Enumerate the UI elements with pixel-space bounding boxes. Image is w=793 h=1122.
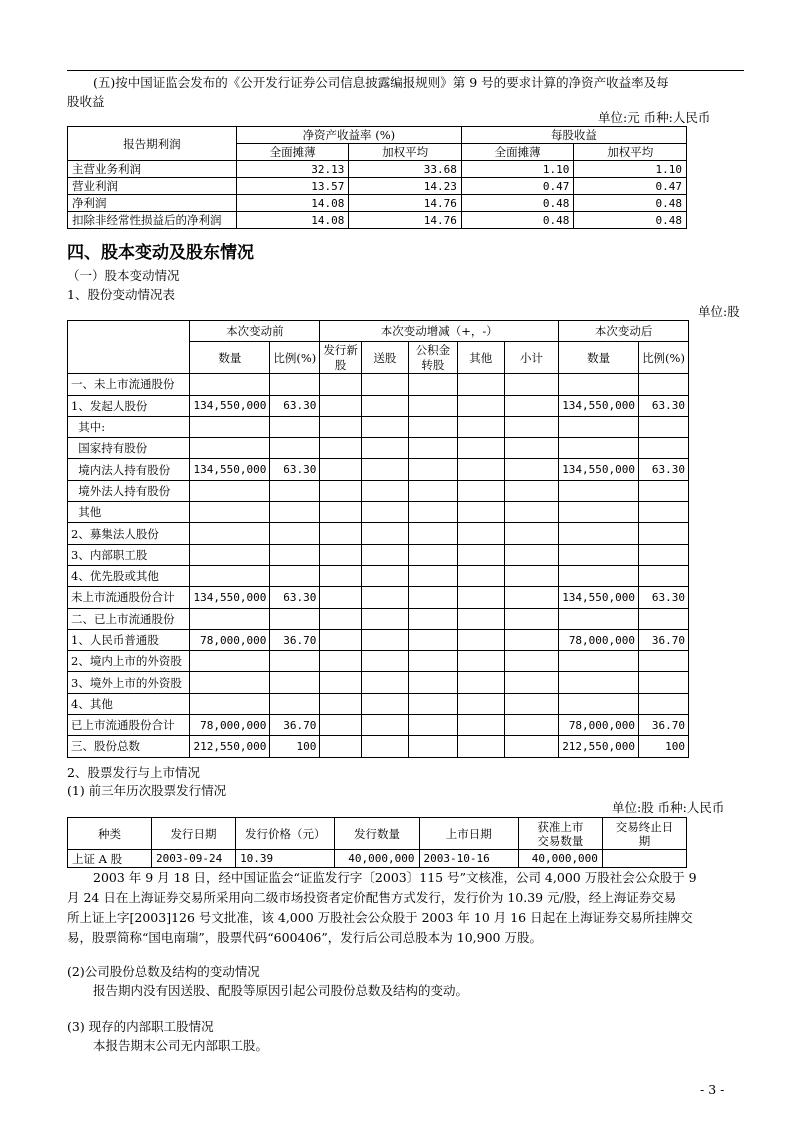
table1-unit: 单位:元 币种:人民币 xyxy=(598,110,711,125)
section4-title: 四、股本变动及股东情况 xyxy=(67,243,254,263)
cell-subtotal xyxy=(504,651,558,672)
cell-after-qty xyxy=(559,523,639,544)
cell-new-shares xyxy=(320,395,362,416)
cell-new-shares xyxy=(320,608,362,629)
cell-new-shares xyxy=(320,736,362,757)
cell-before-ratio xyxy=(270,502,320,523)
para-line1: 2003 年 9 月 18 日，经中国证监会“证监发行字〔2003〕115 号”文核准，公司 4,000 万股社会公众股于 9 xyxy=(93,870,697,885)
row-label: 未上市流通股份合计 xyxy=(68,587,190,608)
cell-new-shares xyxy=(320,544,362,565)
row-label: 扣除非经常性损益后的净利润 xyxy=(68,212,237,229)
issuance-table xyxy=(67,817,687,868)
cell-approved: 40,000,000 xyxy=(518,850,602,868)
th-period: 报告期利润 xyxy=(68,127,237,161)
cell-eps-weighted: 0.48 xyxy=(574,212,687,229)
share-row xyxy=(68,587,689,608)
cell-new-shares xyxy=(320,459,362,480)
share-row xyxy=(68,608,689,629)
cell-before-ratio xyxy=(270,608,320,629)
share-row xyxy=(68,438,689,459)
cell-reserve xyxy=(408,523,457,544)
th-end-date: 交易终止日 期 xyxy=(602,818,686,850)
th-after: 本次变动后 xyxy=(559,321,689,342)
row-label: 3、境外上市的外资股 xyxy=(68,672,190,693)
cell-other xyxy=(457,715,504,736)
s2-text: 报告期内没有因送股、配股等原因引起公司股份总数及结构的变动。 xyxy=(93,983,469,998)
cell-subtotal xyxy=(504,736,558,757)
cell-after-ratio xyxy=(639,608,689,629)
cell-after-qty xyxy=(559,416,639,437)
share-row xyxy=(68,374,689,395)
cell-new-shares xyxy=(320,523,362,544)
cell-subtotal xyxy=(504,416,558,437)
cell-subtotal xyxy=(504,374,558,395)
cell-after-qty: 78,000,000 xyxy=(559,629,639,650)
share-row xyxy=(68,544,689,565)
cell-roe-weighted: 14.76 xyxy=(349,195,462,212)
cell-after-qty: 134,550,000 xyxy=(559,459,639,480)
th-other: 其他 xyxy=(457,342,504,374)
cell-before-ratio: 63.30 xyxy=(270,587,320,608)
table2-unit: 单位:股 xyxy=(698,304,740,319)
cell-bonus xyxy=(361,374,408,395)
cell-subtotal xyxy=(504,693,558,714)
cell-before-qty xyxy=(190,438,270,459)
th-issue-date: 发行日期 xyxy=(152,818,236,850)
cell-before-ratio xyxy=(270,544,320,565)
cell-before-qty xyxy=(190,374,270,395)
cell-after-ratio xyxy=(639,544,689,565)
th-approved: 获准上市 交易数量 xyxy=(518,818,602,850)
cell-end-date xyxy=(602,850,686,868)
row-label: 4、优先股或其他 xyxy=(68,565,190,586)
th-type: 种类 xyxy=(68,818,152,850)
cell-other xyxy=(457,480,504,501)
cell-reserve xyxy=(408,608,457,629)
roe-eps-row xyxy=(68,212,687,229)
row-label: 1、发起人股份 xyxy=(68,395,190,416)
cell-new-shares xyxy=(320,502,362,523)
cell-other xyxy=(457,736,504,757)
table3-unit: 单位:股 币种:人民币 xyxy=(612,800,725,815)
cell-eps-weighted: 0.48 xyxy=(574,195,687,212)
share-row xyxy=(68,736,689,757)
cell-other xyxy=(457,438,504,459)
cell-reserve xyxy=(408,651,457,672)
section2-sub1: (1) 前三年历次股票发行情况 xyxy=(67,783,227,798)
th-price: 发行价格（元） xyxy=(236,818,335,850)
cell-other xyxy=(457,395,504,416)
cell-eps-weighted: 1.10 xyxy=(574,161,687,178)
cell-reserve xyxy=(408,587,457,608)
cell-after-ratio: 100 xyxy=(639,736,689,757)
cell-subtotal xyxy=(504,523,558,544)
cell-reserve xyxy=(408,544,457,565)
cell-eps-weighted: 0.47 xyxy=(574,178,687,195)
cell-new-shares xyxy=(320,587,362,608)
cell-list-date: 2003-10-16 xyxy=(419,850,518,868)
cell-before-qty: 134,550,000 xyxy=(190,395,270,416)
th-after-qty: 数量 xyxy=(559,342,639,374)
para-line3: 所上证上字[2003]126 号文批准，该 4,000 万股社会公众股于 2003 年 10 月 16 日起在上海证券交易所挂牌交 xyxy=(67,910,693,925)
cell-subtotal xyxy=(504,480,558,501)
share-row xyxy=(68,629,689,650)
share-row xyxy=(68,459,689,480)
cell-reserve xyxy=(408,565,457,586)
cell-before-qty xyxy=(190,672,270,693)
s2-title: (2)公司股份总数及结构的变动情况 xyxy=(67,964,260,979)
cell-after-ratio xyxy=(639,438,689,459)
cell-bonus xyxy=(361,523,408,544)
cell-before-qty xyxy=(190,544,270,565)
section4-sub1: （一）股本变动情况 xyxy=(67,268,180,283)
share-row xyxy=(68,523,689,544)
row-label: 一、未上市流通股份 xyxy=(68,374,190,395)
cell-after-ratio xyxy=(639,565,689,586)
th-eps-full: 全面摊薄 xyxy=(461,144,574,161)
cell-reserve xyxy=(408,438,457,459)
cell-bonus xyxy=(361,416,408,437)
th-before-ratio: 比例(%) xyxy=(270,342,320,374)
th-list-date: 上市日期 xyxy=(419,818,518,850)
cell-before-qty xyxy=(190,651,270,672)
share-row xyxy=(68,395,689,416)
cell-other xyxy=(457,587,504,608)
th-eps: 每股收益 xyxy=(461,127,686,144)
cell-eps-full: 1.10 xyxy=(461,161,574,178)
cell-roe-weighted: 33.68 xyxy=(349,161,462,178)
share-row xyxy=(68,416,689,437)
cell-bonus xyxy=(361,438,408,459)
cell-after-qty xyxy=(559,565,639,586)
cell-subtotal xyxy=(504,587,558,608)
th-roe: 净资产收益率 (%) xyxy=(236,127,461,144)
cell-subtotal xyxy=(504,629,558,650)
cell-subtotal xyxy=(504,672,558,693)
cell-reserve xyxy=(408,672,457,693)
cell-bonus xyxy=(361,672,408,693)
cell-issue-date: 2003-09-24 xyxy=(152,850,236,868)
cell-new-shares xyxy=(320,480,362,501)
roe-eps-row xyxy=(68,161,687,178)
th-new-shares: 发行新 股 xyxy=(320,342,362,374)
row-label: 4、其他 xyxy=(68,693,190,714)
cell-after-qty xyxy=(559,544,639,565)
th-subtotal: 小计 xyxy=(504,342,558,374)
cell-other xyxy=(457,693,504,714)
cell-before-qty xyxy=(190,480,270,501)
cell-bonus xyxy=(361,459,408,480)
cell-subtotal xyxy=(504,565,558,586)
row-label: 境内法人持有股份 xyxy=(68,459,190,480)
cell-other xyxy=(457,629,504,650)
row-label: 已上市流通股份合计 xyxy=(68,715,190,736)
cell-after-qty xyxy=(559,502,639,523)
cell-after-ratio xyxy=(639,416,689,437)
cell-other xyxy=(457,651,504,672)
cell-bonus xyxy=(361,587,408,608)
cell-after-qty: 212,550,000 xyxy=(559,736,639,757)
th-reserve: 公积金 转股 xyxy=(408,342,457,374)
cell-eps-full: 0.48 xyxy=(461,212,574,229)
cell-after-ratio xyxy=(639,693,689,714)
th-roe-weighted: 加权平均 xyxy=(349,144,462,161)
cell-new-shares xyxy=(320,693,362,714)
cell-after-qty xyxy=(559,438,639,459)
cell-before-ratio xyxy=(270,523,320,544)
share-change-table xyxy=(67,320,689,758)
cell-bonus xyxy=(361,502,408,523)
cell-after-ratio: 36.70 xyxy=(639,629,689,650)
row-label: 主营业务利润 xyxy=(68,161,237,178)
cell-after-qty: 78,000,000 xyxy=(559,715,639,736)
cell-new-shares xyxy=(320,629,362,650)
page-number: - 3 - xyxy=(700,1082,725,1097)
cell-after-ratio xyxy=(639,374,689,395)
share-row xyxy=(68,480,689,501)
share-row xyxy=(68,693,689,714)
cell-reserve xyxy=(408,459,457,480)
share-row xyxy=(68,715,689,736)
cell-before-ratio: 36.70 xyxy=(270,715,320,736)
cell-before-qty xyxy=(190,608,270,629)
th-eps-weighted: 加权平均 xyxy=(574,144,687,161)
cell-bonus xyxy=(361,565,408,586)
cell-after-qty xyxy=(559,608,639,629)
cell-bonus xyxy=(361,608,408,629)
th-change: 本次变动增减（+，-） xyxy=(320,321,559,342)
cell-after-qty xyxy=(559,480,639,501)
cell-reserve xyxy=(408,693,457,714)
intro-line1: (五)按中国证监会发布的《公开发行证券公司信息披露编报规则》第 9 号的要求计算的净资产收益率及每 xyxy=(93,75,669,90)
roe-eps-table xyxy=(67,126,687,229)
share-row xyxy=(68,565,689,586)
cell-after-qty xyxy=(559,672,639,693)
cell-bonus xyxy=(361,736,408,757)
cell-other xyxy=(457,565,504,586)
cell-after-ratio: 63.30 xyxy=(639,459,689,480)
cell-after-ratio: 36.70 xyxy=(639,715,689,736)
cell-subtotal xyxy=(504,502,558,523)
cell-before-ratio xyxy=(270,565,320,586)
row-label: 净利润 xyxy=(68,195,237,212)
cell-after-ratio: 63.30 xyxy=(639,395,689,416)
cell-reserve xyxy=(408,736,457,757)
roe-eps-row xyxy=(68,178,687,195)
cell-reserve xyxy=(408,715,457,736)
cell-before-qty xyxy=(190,523,270,544)
cell-subtotal xyxy=(504,608,558,629)
cell-new-shares xyxy=(320,416,362,437)
row-label: 其中: xyxy=(68,416,190,437)
intro-line2: 股收益 xyxy=(67,94,105,109)
cell-subtotal xyxy=(504,459,558,480)
s3-text: 本报告期末公司无内部职工股。 xyxy=(93,1038,269,1053)
cell-other xyxy=(457,416,504,437)
cell-after-ratio xyxy=(639,480,689,501)
cell-other xyxy=(457,608,504,629)
cell-after-qty: 134,550,000 xyxy=(559,587,639,608)
row-label: 其他 xyxy=(68,502,190,523)
cell-after-ratio xyxy=(639,651,689,672)
cell-roe-full: 14.08 xyxy=(236,212,349,229)
cell-before-ratio xyxy=(270,672,320,693)
row-label: 营业利润 xyxy=(68,178,237,195)
cell-before-qty xyxy=(190,565,270,586)
cell-before-qty xyxy=(190,502,270,523)
cell-subtotal xyxy=(504,715,558,736)
row-label: 2、募集法人股份 xyxy=(68,523,190,544)
cell-roe-full: 14.08 xyxy=(236,195,349,212)
cell-other xyxy=(457,523,504,544)
cell-before-ratio xyxy=(270,693,320,714)
cell-roe-full: 13.57 xyxy=(236,178,349,195)
cell-before-qty: 134,550,000 xyxy=(190,459,270,480)
para-line2: 月 24 日在上海证券交易所采用向二级市场投资者定价配售方式发行，发行价为 10.39 元/股，经上海证券交易 xyxy=(67,890,677,905)
cell-new-shares xyxy=(320,651,362,672)
cell-roe-full: 32.13 xyxy=(236,161,349,178)
cell-issue-qty: 40,000,000 xyxy=(335,850,419,868)
cell-before-ratio xyxy=(270,438,320,459)
cell-before-qty xyxy=(190,693,270,714)
cell-new-shares xyxy=(320,374,362,395)
cell-reserve xyxy=(408,395,457,416)
cell-other xyxy=(457,374,504,395)
cell-price: 10.39 xyxy=(236,850,335,868)
share-row xyxy=(68,672,689,693)
cell-new-shares xyxy=(320,438,362,459)
cell-reserve xyxy=(408,374,457,395)
section2-title: 2、股票发行与上市情况 xyxy=(67,765,200,780)
th-roe-full: 全面摊薄 xyxy=(236,144,349,161)
th-issue-qty: 发行数量 xyxy=(335,818,419,850)
th-bonus: 送股 xyxy=(361,342,408,374)
row-label: 境外法人持有股份 xyxy=(68,480,190,501)
cell-other xyxy=(457,672,504,693)
cell-after-qty xyxy=(559,374,639,395)
cell-roe-weighted: 14.76 xyxy=(349,212,462,229)
cell-bonus xyxy=(361,395,408,416)
header-rule xyxy=(67,70,744,71)
cell-before-ratio: 63.30 xyxy=(270,459,320,480)
cell-before-ratio: 100 xyxy=(270,736,320,757)
share-row xyxy=(68,651,689,672)
cell-eps-full: 0.47 xyxy=(461,178,574,195)
th-before: 本次变动前 xyxy=(190,321,320,342)
share-row xyxy=(68,502,689,523)
row-label: 二、已上市流通股份 xyxy=(68,608,190,629)
cell-other xyxy=(457,502,504,523)
cell-after-qty xyxy=(559,651,639,672)
cell-before-ratio xyxy=(270,374,320,395)
cell-bonus xyxy=(361,715,408,736)
th-before-qty: 数量 xyxy=(190,342,270,374)
cell-roe-weighted: 14.23 xyxy=(349,178,462,195)
cell-subtotal xyxy=(504,544,558,565)
cell-before-qty: 212,550,000 xyxy=(190,736,270,757)
cell-before-qty xyxy=(190,416,270,437)
cell-subtotal xyxy=(504,395,558,416)
cell-other xyxy=(457,544,504,565)
row-label: 2、境内上市的外资股 xyxy=(68,651,190,672)
cell-before-ratio: 63.30 xyxy=(270,395,320,416)
cell-eps-full: 0.48 xyxy=(461,195,574,212)
s3-title: (3) 现存的内部职工股情况 xyxy=(67,1019,214,1034)
cell-new-shares xyxy=(320,715,362,736)
cell-other xyxy=(457,459,504,480)
cell-bonus xyxy=(361,629,408,650)
cell-subtotal xyxy=(504,438,558,459)
cell-after-ratio xyxy=(639,502,689,523)
cell-before-qty: 134,550,000 xyxy=(190,587,270,608)
cell-reserve xyxy=(408,502,457,523)
cell-before-ratio xyxy=(270,651,320,672)
para-line4: 易，股票简称“国电南瑞”，股票代码“600406”，发行后公司总股本为 10,900 万股。 xyxy=(67,930,542,945)
cell-reserve xyxy=(408,480,457,501)
row-label: 3、内部职工股 xyxy=(68,544,190,565)
section4-sub1-1: 1、股份变动情况表 xyxy=(67,287,175,302)
cell-after-qty xyxy=(559,693,639,714)
cell-before-qty: 78,000,000 xyxy=(190,715,270,736)
th-empty xyxy=(68,321,190,374)
roe-eps-row xyxy=(68,195,687,212)
row-label: 三、股份总数 xyxy=(68,736,190,757)
th-after-ratio: 比例(%) xyxy=(639,342,689,374)
cell-reserve xyxy=(408,416,457,437)
cell-before-ratio: 36.70 xyxy=(270,629,320,650)
cell-new-shares xyxy=(320,672,362,693)
cell-bonus xyxy=(361,693,408,714)
cell-after-qty: 134,550,000 xyxy=(559,395,639,416)
cell-new-shares xyxy=(320,565,362,586)
cell-before-qty: 78,000,000 xyxy=(190,629,270,650)
cell-after-ratio xyxy=(639,672,689,693)
cell-reserve xyxy=(408,629,457,650)
cell-bonus xyxy=(361,544,408,565)
cell-bonus xyxy=(361,480,408,501)
cell-type: 上证 A 股 xyxy=(68,850,152,868)
cell-bonus xyxy=(361,651,408,672)
cell-before-ratio xyxy=(270,416,320,437)
cell-after-ratio xyxy=(639,523,689,544)
cell-before-ratio xyxy=(270,480,320,501)
row-label: 国家持有股份 xyxy=(68,438,190,459)
row-label: 1、人民币普通股 xyxy=(68,629,190,650)
cell-after-ratio: 63.30 xyxy=(639,587,689,608)
